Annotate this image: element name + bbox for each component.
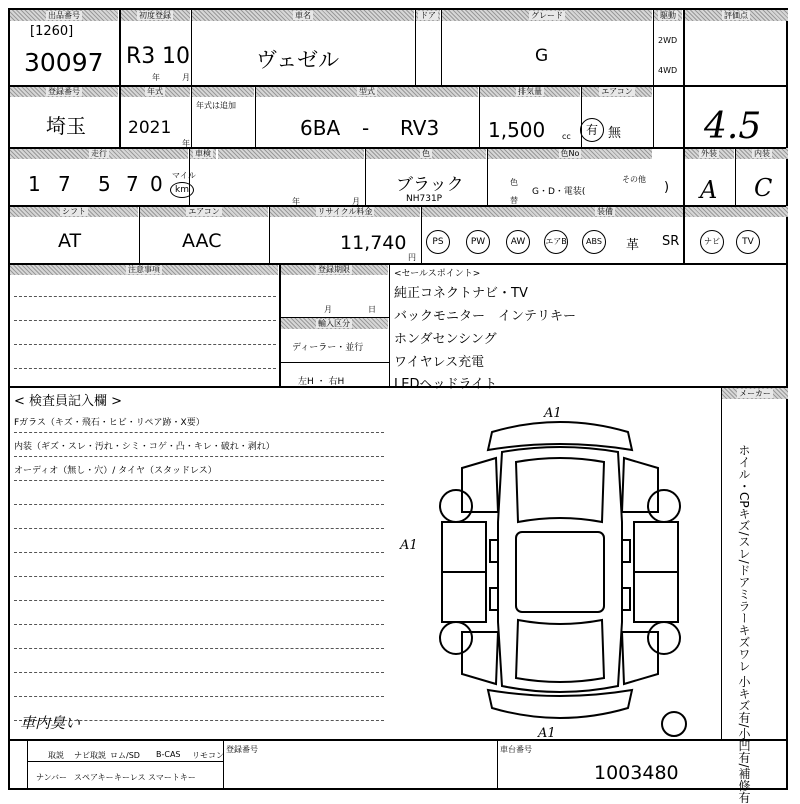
chassis-label: 車台番号 [500, 745, 532, 754]
reg-number-label: 登録番号 [226, 745, 258, 754]
header-notes: 注意事項 [10, 264, 278, 275]
color-change-label: 色替 [510, 178, 518, 205]
header-doors: ドア [416, 10, 440, 21]
sales-point-2: バックモニター インテリキー [394, 309, 577, 324]
equip-sunroof: SR [662, 234, 680, 249]
recycle-fee: 11,740 [340, 232, 407, 254]
header-side-notes: メーカー [722, 388, 788, 399]
header-reg-deadline: 登録期限 [280, 264, 388, 275]
car-diagram [410, 402, 710, 738]
sales-point-1: 純正コネクトナビ・TV [394, 286, 528, 301]
diagram-mark-rear: A1 [538, 726, 556, 741]
header-equipment: 装備 [422, 206, 788, 217]
color-close: ) [664, 180, 670, 195]
header-mileage: 走行 [10, 148, 188, 159]
inspection-month-unit: 月 [352, 197, 360, 206]
color-code: NH731P [406, 194, 443, 204]
header-drive: 駆動 [654, 10, 682, 21]
displacement: 1,500 [488, 118, 546, 142]
bottom-label-spare-key: スペアキー [74, 773, 114, 782]
equip-ps: PS [426, 230, 450, 254]
bottom-label-keyless: キーレス [114, 773, 146, 782]
mileage-unit-mile: マイル [172, 171, 196, 180]
chassis-number: 1003480 [594, 762, 679, 784]
bottom-label-bcas: B-CAS [156, 750, 181, 759]
grade-value: G [535, 46, 549, 66]
header-first-reg: 初度登録 [120, 10, 190, 21]
header-model-year: 年式 [120, 86, 190, 97]
cc-unit: cc [562, 132, 571, 141]
header-region: 登録番号 [10, 86, 118, 97]
header-lot: 出品番号 [10, 10, 118, 21]
side-notes: ホイル・CPキズ/スレ/ドアミラーキズワレ 小キズ有/小凹有/補修有 [737, 444, 751, 804]
turbo-yes: 有 [580, 118, 604, 142]
color-name: ブラック [396, 175, 464, 195]
model-year-unit: 年 [182, 139, 190, 148]
diagram-mark-front: A1 [544, 406, 562, 421]
score-value: 4.5 [704, 106, 762, 147]
header-exterior: 外装 [684, 148, 734, 159]
mileage-digit-5: 0 [150, 172, 163, 196]
first-reg-month: 10 [162, 44, 190, 69]
equip-navi: ナビ [700, 230, 724, 254]
lot-bracket: [1260] [30, 24, 74, 39]
inspector-line-audio: オーディオ（無し・穴）/ タイヤ（スタッドレス） [14, 466, 217, 476]
bottom-label-navi-manual: ナビ取説 [74, 751, 106, 760]
mileage-unit-km: km [170, 182, 194, 198]
header-car-name: 車名 [192, 10, 414, 21]
header-cc: 排気量 [480, 86, 580, 97]
equip-tv: TV [736, 230, 760, 254]
bottom-label-number: ナンバー [36, 773, 68, 782]
color-options: G・D・電装( [532, 187, 586, 197]
bottom-label-manual: 取説 [48, 751, 64, 760]
header-shift: シフト [10, 206, 138, 217]
bottom-label-rom: ロム/SD [110, 751, 140, 760]
diagram-mark-side: A1 [400, 538, 418, 553]
model-dash: - [362, 116, 370, 140]
reg-day-unit: 日 [368, 305, 376, 314]
mileage-digit-2: 7 [58, 172, 71, 196]
region-value: 埼玉 [46, 114, 86, 138]
header-import: 輸入区分 [280, 318, 388, 329]
header-aircon: エアコン [140, 206, 268, 217]
first-reg-month-unit: 月 [182, 73, 190, 82]
aircon: AAC [182, 230, 222, 252]
recycle-unit: 円 [408, 253, 416, 262]
region-note: 年式は追加 [196, 101, 236, 110]
model-prefix: 6BA [300, 116, 341, 140]
equip-abs: ABS [582, 230, 606, 254]
header-grade: グレード [442, 10, 652, 21]
mileage-digit-3: 5 [98, 172, 111, 196]
color-other: その他 [622, 175, 646, 184]
inspector-line-glass: Fガラス（キズ・飛石・ヒビ・リペア跡・X要） [14, 418, 205, 428]
first-reg-year-unit: 年 [152, 73, 160, 82]
sales-points-header: <セールスポイント> [394, 269, 481, 279]
bottom-label-smart-key: スマートキー [148, 773, 196, 782]
reg-month-unit: 月 [324, 305, 332, 314]
drive-2wd: 2WD [658, 36, 678, 45]
header-recycle: リサイクル料金 [270, 206, 420, 217]
exterior-score: A [700, 176, 718, 204]
header-color-no: 色No [488, 148, 652, 159]
header-score: 評価点 [684, 10, 788, 21]
car-name: ヴェゼル [256, 48, 340, 72]
inspector-line-interior: 内装（ギズ・スレ・汚れ・シミ・コゲ・凸・キレ・破れ・剥れ） [14, 442, 275, 452]
turbo-no: 無 [608, 126, 622, 141]
header-blank-2 [218, 148, 364, 159]
equip-pw: PW [466, 230, 490, 254]
equip-airbag: エアB [544, 230, 568, 254]
model-year: 2021 [128, 118, 172, 138]
header-interior: 内装 [736, 148, 788, 159]
header-ac: エアコン [582, 86, 652, 97]
transmission: AT [58, 230, 82, 252]
mileage-digit-1: 1 [28, 172, 41, 196]
inspector-signature: 車内臭い [20, 714, 81, 732]
sales-point-5: LEDヘッドライト [394, 377, 498, 392]
import-type: ディーラー・並行 [292, 343, 364, 353]
first-reg-era: R3 [126, 44, 156, 69]
inspector-title: < 検査員記入欄 > [14, 394, 123, 409]
header-blank [192, 86, 254, 97]
handle-side: 左H ・ 右H [298, 377, 345, 387]
equip-leather: 革 [626, 238, 640, 253]
mileage-digit-4: 7 [126, 172, 139, 196]
header-inspection: 車検 [190, 148, 216, 159]
model-code: RV3 [400, 116, 440, 140]
header-type: 型式 [256, 86, 478, 97]
sales-point-4: ワイヤレス充電 [394, 355, 485, 370]
auction-sheet [8, 8, 788, 804]
bottom-label-remote: リモコン [192, 751, 224, 760]
interior-score: C [754, 174, 773, 202]
equip-aw: AW [506, 230, 530, 254]
lot-number: 30097 [24, 48, 104, 77]
inspection-year-unit: 年 [292, 197, 300, 206]
drive-4wd: 4WD [658, 66, 678, 75]
header-color: 色 [366, 148, 486, 159]
sales-point-3: ホンダセンシング [394, 332, 497, 347]
